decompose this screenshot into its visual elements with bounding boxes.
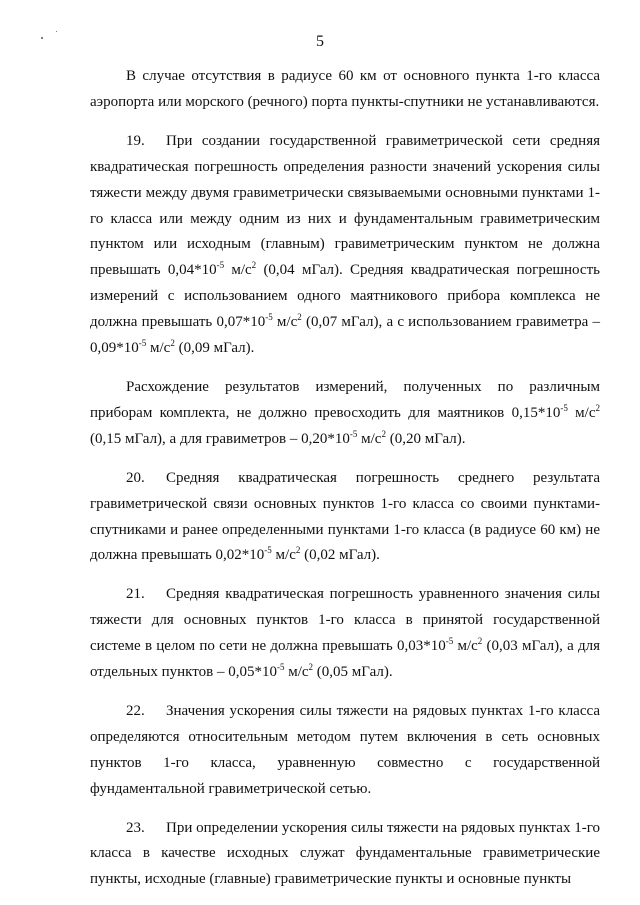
- paragraph: [90, 466, 600, 570]
- paragraph-text: (0,07 мГал), а с использованием гравиметра – 0,09*10: [90, 314, 600, 357]
- paragraph-number: 20.: [126, 469, 145, 486]
- paragraph-text: м/с: [271, 547, 296, 564]
- superscript: 2: [297, 312, 302, 323]
- paragraph-number: 21.: [126, 586, 145, 603]
- paragraph-text: м/с: [224, 262, 252, 279]
- document-body: [90, 64, 600, 893]
- paragraph-text: м/с: [567, 404, 596, 421]
- superscript: -5: [265, 312, 273, 323]
- paragraph-text: Средняя квадратическая погрешность среднего результата гравиметрической связи основных пунктов 1-го класса со своими пунктами-спутниками и ранее определенными пунктами 1-го класса (в радиусе 60 км) не должна превышать 0,02*10: [90, 469, 600, 564]
- superscript: 2: [381, 428, 386, 439]
- superscript: 2: [295, 545, 301, 556]
- paragraph-text: При создании государственной гравиметрической сети средняя квадратическая погрешность определения разности значений ускорения силы тяжести между двумя гравиметрически связываемыми основными пунктами 1-го класса или между одним из них и фундаментальным гравиметрическим пунктом или исходным (главным) гравиметрическим пунктом не должна превышать 0,04*10: [90, 132, 600, 279]
- superscript: -5: [138, 338, 147, 349]
- superscript: -5: [349, 428, 358, 439]
- paragraph-text: (0,20 мГал).: [385, 430, 466, 447]
- superscript: -5: [560, 402, 568, 413]
- paragraph-text: (0,15 мГал), а для гравиметров – 0,20*10: [90, 430, 350, 447]
- superscript: -5: [216, 260, 225, 271]
- paragraph-text: В случае отсутствия в радиусе 60 км от основного пункта 1-го класса аэропорта или морского (речного) порта пункты-спутники не устанавливаются.: [90, 68, 600, 110]
- paragraph-text: (0,04 мГал). Средняя квадратическая погрешность измерений с использованием одного маятникового прибора комплекса не должна превышать 0,07*10: [90, 262, 600, 331]
- superscript: 2: [251, 260, 257, 271]
- paragraph-text: При определении ускорения силы тяжести на рядовых пунктах 1-го класса в качестве исходных служат фундаментальные гравиметрические пункты, исходные (главные) гравиметрические пункты и основные пункты: [90, 819, 600, 888]
- superscript: 2: [308, 662, 314, 673]
- paragraph-text: Средняя квадратическая погрешность уравненного значения силы тяжести для основных пунктов 1-го класса в принятой государственной системе в целом по сети не должна превышать 0,03*10: [90, 586, 600, 655]
- superscript: -5: [445, 636, 454, 647]
- paragraph: [90, 375, 600, 453]
- page-number: 5: [316, 33, 324, 50]
- paragraph-text: м/с: [453, 638, 478, 655]
- paragraph: [90, 64, 600, 116]
- paragraph-text: Значения ускорения силы тяжести на рядовых пунктах 1-го класса определяются относительным методом путем включения в сеть основных пунктов 1-го класса, уравненную совместно с государственной фундаментальной гравиметрической сетью.: [90, 702, 600, 797]
- superscript: 2: [477, 636, 483, 647]
- paragraph-text: (0,02 мГал).: [300, 547, 380, 564]
- paragraph-text: м/с: [272, 314, 298, 331]
- superscript: 2: [595, 402, 601, 413]
- paragraph-number: 19.: [126, 132, 145, 149]
- superscript: -5: [276, 662, 285, 673]
- paragraph-text: м/с: [357, 430, 382, 447]
- paragraph-text: (0,09 мГал).: [174, 340, 255, 357]
- paragraph-text: м/с: [146, 340, 171, 357]
- paragraph-number: 22.: [126, 702, 145, 719]
- paragraph: [90, 816, 600, 894]
- paragraph: [90, 582, 600, 686]
- paragraph-text: (0,05 мГал).: [313, 664, 393, 681]
- paragraph-text: Расхождение результатов измерений, полученных по различным приборам комплекта, не должно превосходить для маятников 0,15*10: [90, 378, 600, 421]
- paragraph-text: м/с: [284, 664, 309, 681]
- superscript: -5: [264, 545, 272, 556]
- scan-speck: [56, 31, 57, 32]
- paragraph-text: (0,03 мГал), а для отдельных пунктов – 0,05*10: [90, 638, 600, 681]
- paragraph: [90, 129, 600, 362]
- paragraph: [90, 699, 600, 803]
- paragraph-number: 23.: [126, 819, 145, 836]
- superscript: 2: [170, 338, 175, 349]
